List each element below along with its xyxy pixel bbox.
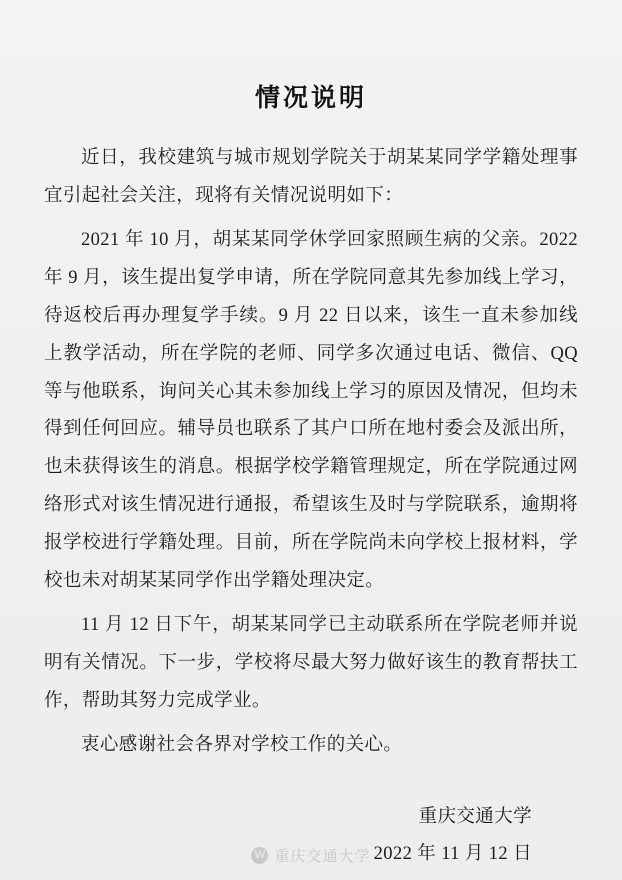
watermark-label: 重庆交通大学: [274, 848, 371, 865]
paragraph-1: 近日，我校建筑与城市规划学院关于胡某某同学学籍处理事宜引起社会关注，现将有关情况说明如下：: [44, 148, 578, 206]
page-title: 情况说明: [254, 85, 367, 112]
signature-organization: 重庆交通大学: [418, 806, 532, 827]
document-body: [44, 140, 578, 765]
weibo-icon: W: [251, 847, 268, 864]
signature-date: 2022 年 11 月 12 日: [373, 843, 532, 864]
paragraph-2: 2021 年 10 月，胡某某同学休学回家照顾生病的父亲。2022 年 9 月，该生提出复学申请，所在学院同意其先参加线上学习，待返校后再办理复学手续。9 月 22 日以来，该生一直未参加线上教学活动，所在学院的老师、同学多次通过电话、微信、QQ 等与他联系，询问关心其未参加线上学习的原因及情况，但均未得到任何回应。辅导员也联系了其户口所在地村委会及派出所，也未获得该生的消息。根据学校学籍管理规定，所在学院通过网络形式对该生情况进行通报，希望该生及时与学院联系，逾期将报学校进行学籍处理。目前，所在学院尚未向学校上报材料，学校也未对胡某某同学作出学籍处理决定。: [44, 229, 578, 592]
paragraph-3: 11 月 12 日下午，胡某某同学已主动联系所在学院老师并说明有关情况。下一步，学校将尽最大努力做好该生的教育帮扶工作，帮助其努力完成学业。: [44, 615, 578, 711]
watermark: [0, 845, 622, 866]
paragraph-4: 衷心感谢社会各界对学校工作的关心。: [81, 734, 403, 755]
